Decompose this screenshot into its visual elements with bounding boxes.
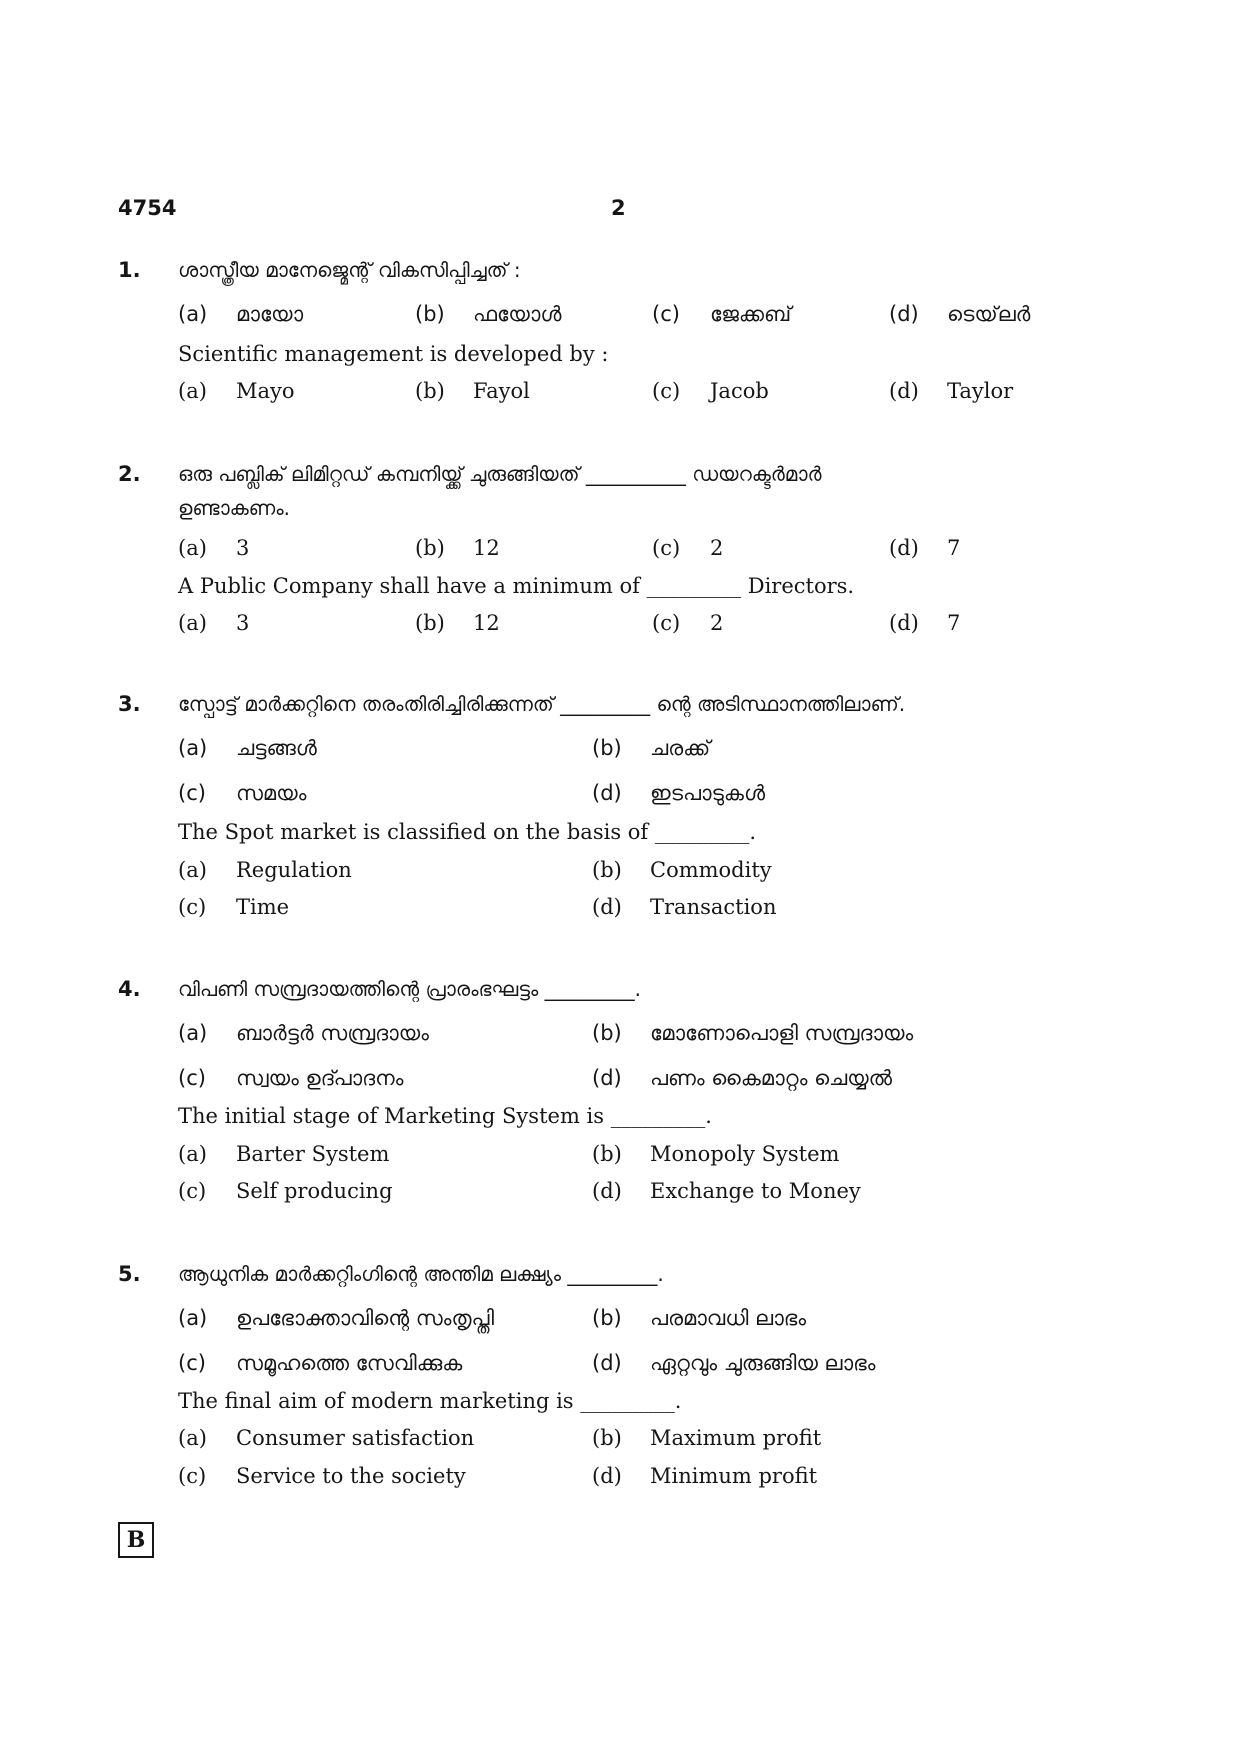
paper-code: 4754	[118, 196, 177, 220]
option-d-en: (d) Exchange to Money	[592, 1179, 861, 1203]
option-b-ml: (b) 12	[415, 536, 500, 560]
option-d-ml: (d) ടെയ്‌ലർ	[889, 302, 1031, 326]
options-en-row-2	[178, 1179, 1078, 1207]
question-text-en: The initial stage of Marketing System is _________.	[178, 1104, 712, 1128]
options-en	[178, 611, 1078, 639]
options-ml-row-2	[178, 781, 1078, 809]
option-d-en: (d) Transaction	[592, 895, 777, 919]
option-b-ml: (b) പരമാവധി ലാഭം	[592, 1306, 807, 1330]
options-en-row-1	[178, 858, 1078, 886]
option-a-en: (a) Barter System	[178, 1142, 390, 1166]
option-c-ml: (c) ജേക്കബ്	[652, 302, 792, 326]
options-ml-row-1	[178, 1021, 1078, 1049]
options-ml	[178, 302, 1078, 330]
question-number: 3.	[118, 692, 141, 716]
option-a-ml: (a) മായോ	[178, 302, 304, 326]
version-box: B	[118, 1522, 154, 1558]
option-a-en: (a) Mayo	[178, 379, 295, 403]
question-text-ml: വിപണി സമ്പ്രദായത്തിന്റെ പ്രാരംഭഘട്ടം _________.	[178, 977, 642, 1001]
option-b-ml: (b) ചരക്ക്	[592, 736, 711, 760]
page-header	[118, 196, 678, 226]
question-text-ml-line-2: ഉണ്ടാകണം.	[178, 496, 290, 520]
question-number: 2.	[118, 462, 141, 486]
options-ml-row-2	[178, 1066, 1078, 1094]
options-en-row-2	[178, 1464, 1078, 1492]
option-c-ml: (c) സമയം	[178, 781, 307, 805]
question-text-en: Scientific management is developed by :	[178, 342, 609, 366]
option-b-en: (b) Commodity	[592, 858, 772, 882]
question-text-ml: സ്പോട്ട് മാർക്കറ്റിനെ തരംതിരിച്ചിരിക്കുന്നത് _________ ന്റെ അടിസ്ഥാനത്തിലാണ്.	[178, 692, 906, 716]
option-b-en: (b) 12	[415, 611, 500, 635]
question-text-en: A Public Company shall have a minimum of _________ Directors.	[178, 574, 855, 598]
option-a-en: (a) Consumer satisfaction	[178, 1426, 475, 1450]
option-c-en: (c) Service to the society	[178, 1464, 466, 1488]
option-c-en: (c) Self producing	[178, 1179, 393, 1203]
question-text-ml: ആധുനിക മാർക്കറ്റിംഗിന്റെ അന്തിമ ലക്ഷ്യം _________.	[178, 1262, 664, 1286]
question-number: 4.	[118, 977, 141, 1001]
option-c-ml: (c) 2	[652, 536, 724, 560]
option-d-ml: (d) പണം കൈമാറ്റം ചെയ്യൽ	[592, 1066, 892, 1090]
options-ml-row-1	[178, 1306, 1078, 1334]
option-a-en: (a) 3	[178, 611, 250, 635]
option-d-en: (d) 7	[889, 611, 961, 635]
option-a-ml: (a) 3	[178, 536, 250, 560]
option-a-ml: (a) ബാർട്ടർ സമ്പ്രദായം	[178, 1021, 429, 1045]
option-c-ml: (c) സമൂഹത്തെ സേവിക്കുക	[178, 1351, 463, 1375]
option-c-en: (c) 2	[652, 611, 724, 635]
option-b-en: (b) Maximum profit	[592, 1426, 822, 1450]
page-number: 2	[611, 196, 626, 220]
option-d-en: (d) Minimum profit	[592, 1464, 818, 1488]
options-en-row-2	[178, 895, 1078, 923]
options-en	[178, 379, 1078, 407]
option-d-ml: (d) 7	[889, 536, 961, 560]
option-d-ml: (d) ഏറ്റവും ചുരുങ്ങിയ ലാഭം	[592, 1351, 876, 1375]
question-text-en: The final aim of modern marketing is _________.	[178, 1389, 682, 1413]
option-b-ml: (b) ഫയോൾ	[415, 302, 562, 326]
option-d-en: (d) Taylor	[889, 379, 1014, 403]
option-c-ml: (c) സ്വയം ഉദ്പാദനം	[178, 1066, 404, 1090]
option-a-ml: (a) ചട്ടങ്ങൾ	[178, 736, 317, 760]
options-en-row-1	[178, 1426, 1078, 1454]
option-c-en: (c) Time	[178, 895, 290, 919]
question-number: 1.	[118, 258, 141, 282]
question-text-ml: ശാസ്ത്രീയ മാനേജ്മെന്റ് വികസിപ്പിച്ചത് :	[178, 258, 521, 282]
option-c-en: (c) Jacob	[652, 379, 769, 403]
option-b-ml: (b) മോണോപൊളി സമ്പ്രദായം	[592, 1021, 914, 1045]
option-b-en: (b) Fayol	[415, 379, 530, 403]
options-en-row-1	[178, 1142, 1078, 1170]
question-number: 5.	[118, 1262, 141, 1286]
option-a-ml: (a) ഉപഭോക്താവിന്റെ സംതൃപ്തി	[178, 1306, 495, 1330]
options-ml	[178, 536, 1078, 564]
option-a-en: (a) Regulation	[178, 858, 352, 882]
option-d-ml: (d) ഇടപാടുകൾ	[592, 781, 766, 805]
option-b-en: (b) Monopoly System	[592, 1142, 840, 1166]
question-text-en: The Spot market is classified on the basis of _________.	[178, 820, 757, 844]
question-text-ml-line-1: ഒരു പബ്ലിക് ലിമിറ്റഡ് കമ്പനിയ്ക്ക് ചുരുങ്ങിയത് __________ ഡയറക്ടർമാർ	[178, 462, 822, 486]
options-ml-row-2	[178, 1351, 1078, 1379]
options-ml-row-1	[178, 736, 1078, 764]
